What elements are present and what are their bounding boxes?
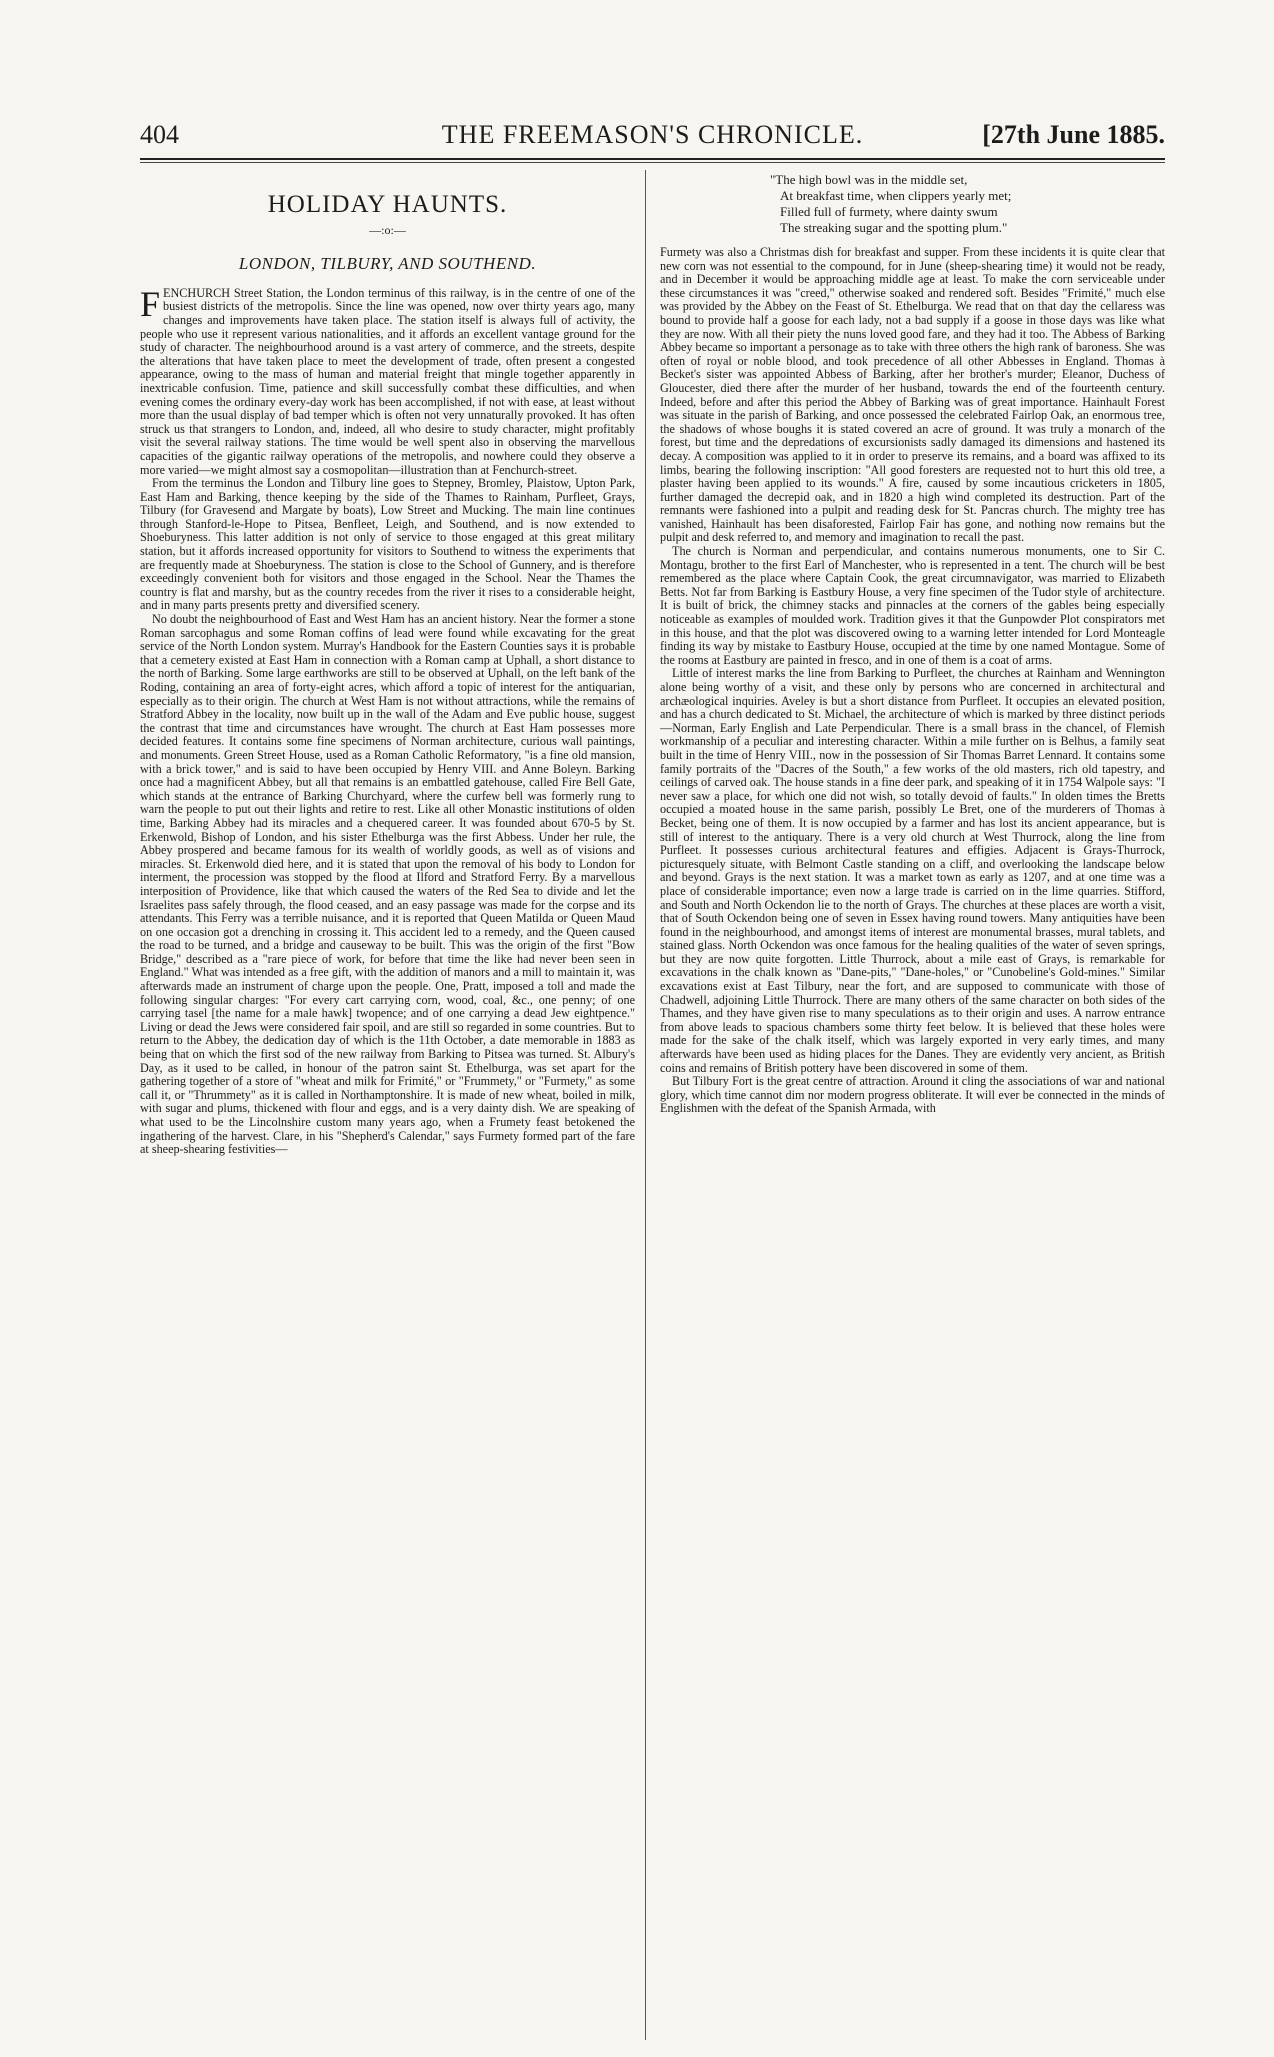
verse-line: Filled full of furmety, where dainty swum xyxy=(780,204,998,219)
verse-line: At breakfast time, when clippers yearly met; xyxy=(780,188,1012,203)
paragraph: No doubt the neighbourhood of East and West Ham has an ancient history. Near the former a stone Roman sarcophagus and some Roman coffins of lead were found while excavating for the great service of the North London system. Murray's Handbook for the Eastern Counties says it is probable that a cemetery existed at East Ham in connection with a Roman camp at Uphall, a short distance to the north of Barking. Some large earthworks are still to be observed at Uphall, on the left bank of the Roding, containing an area of forty-eight acres, which afford a topic of interest for the antiquarian, especially as to their origin. The church at West Ham is not without attractions, while the remains of Stratford Abbey in the locality, now built up in the wall of the Adam and Eve public house, suggest the contrast that time and circumstances have wrought. The church at East Ham possesses more decided features. It contains some fine specimens of Norman architecture, curious wall paintings, and monuments. Green Street House, used as a Roman Catholic Reformatory, "is a fine old mansion, with a brick tower," and is said to have been occupied by Henry VIII. and Anne Boleyn. Barking once had a magnificent Abbey, but all that remains is an embattled gatehouse, called Fire Bell Gate, which stands at the entrance of Barking Churchyard, where the curfew bell was formerly rung to warn the people to put out their lights and retire to rest. Like all other Monastic institutions of olden time, Barking Abbey had its miracles and a chequered career. It was founded about 670-5 by St. Erkenwold, Bishop of London, and his sister Ethelburga was the first Abbess. Under her rule, the Abbey prospered and became famous for its wealth of worldly goods, as well as of visions and miracles. St. Erkenwold died here, and it is stated that upon the removal of his body to London for interment, the procession was stopped by the flood at Ilford and Stratford Ferry. By a marvellous interposition of Providence, like that which caused the waters of the Red Sea to divide and let the Israelites pass safely through, the flood ceased, and an easy passage was made for the corpse and its attendants. This Ferry was a terrible nuisance, and it is reported that Queen Matilda or Queen Maud on one occasion got a drenching in crossing it. This accident led to a remedy, and the Queen caused the road to be turned, and a bridge and causeway to be built. This was the origin of the first "Bow Bridge," described as a "rare piece of work, for before that time the like had never been seen in England." What was intended as a free gift, with the addition of manors and a mill to maintain it, was afterwards made an instrument of charge upon the people. One, Pratt, imposed a toll and made the following singular charges: "For every cart carrying corn, wood, coal, &c., one penny; of one carrying tasel [the name for a male hawk] twopence; and of one carrying a dead Jew eightpence." Living or dead the Jews were considered fair spoil, and are still so regarded in some countries. But to return to the Abbey, the dedication day of which is the 11th October, a date memorable in 1883 as being that on which the first sod of the new railway from Barking to Pitsea was turned. St. Albury's Day, as it used to be called, in honour of the patron saint St. Ethelburga, was set apart for the gathering together of a store of "wheat and milk for Frimité," or "Frummety," or "Furmety," as some call it, or "Thrummety" as it is called in Northamptonshire. It is made of new wheat, boiled in milk, with sugar and plums, thickened with flour and eggs, and is a very dainty dish. We are speaking of what used to be the Lincolnshire custom many years ago, when a Frumety feast betokened the ingathering of the harvest. Clare, in his "Shepherd's Calendar," says Furmety formed part of the fare at sheep-shearing festivities— xyxy=(140,612,635,1157)
verse-quote xyxy=(660,172,1165,236)
article-subheading: LONDON, TILBURY, AND SOUTHEND. xyxy=(238,254,537,274)
paragraph: But Tilbury Fort is the great centre of attraction. Around it cling the associations of war and national glory, which time cannot dim nor modern progress obliterate. It will ever be connected in the minds of Englishmen with the defeat of the Spanish Armada, with xyxy=(660,1074,1165,1116)
verse-line: "The high bowl was in the middle set, xyxy=(770,172,968,187)
left-column xyxy=(140,180,635,1157)
paragraph: The church is Norman and perpendicular, and contains numerous monuments, one to Sir C. Montagu, brother to the first Earl of Manchester, who is represented in a tent. The church will be best remembered as the place where Captain Cook, the great circumnavigator, was married to Elizabeth Betts. Not far from Barking is Eastbury House, a very fine specimen of the Tudor style of architecture. It is built of brick, the chimney stacks and pinnacles at the corners of the gables being especially noticeable as examples of moulded work. Tradition gives it that the Gunpowder Plot conspirators met in this house, and that the plot was discovered owing to a warning letter intended for Lord Monteagle finding its way by mistake to Eastbury House, occupied at the time by one named Montague. Some of the rooms at Eastbury are painted in fresco, and in one of them is a coat of arms. xyxy=(660,544,1165,667)
publication-title: THE FREEMASON'S CHRONICLE. xyxy=(441,120,864,149)
issue-date: [27th June 1885. xyxy=(982,120,1165,149)
masthead-rule xyxy=(140,158,1165,160)
paragraph: From the terminus the London and Tilbury line goes to Stepney, Bromley, Plaistow, Upton Park, East Ham and Barking, thence keeping by the side of the Thames to Rainham, Purfleet, Grays, Tilbury (for Gravesend and Margate by boats), Low Street and Mucking. The main line continues through Stanford-le-Hope to Pitsea, Benfleet, Leigh, and Southend, and is now extended to Shoeburyness. This latter addition is not only of service to those engaged at this great military station, but it affords increased opportunity for visitors to Southend to witness the experiments that are frequently made at Shoeburyness. The station is close to the School of Gunnery, and is therefore exceedingly convenient both for visitors and those engaged in the School. Near the Thames the country is flat and marshy, but as the country recedes from the river it rises to a considerable height, and in many parts presents pretty and diversified scenery. xyxy=(140,476,635,613)
heading-separator: —:o:— xyxy=(369,222,406,237)
article-heading: HOLIDAY HAUNTS. xyxy=(267,191,508,218)
column-divider xyxy=(645,170,646,2040)
paragraph: Little of interest marks the line from Barking to Purfleet, the churches at Rainham and Wennington alone being worthy of a visit, and these only by persons who are concerned in architectural and archæological inquiries. Aveley is but a short distance from Purfleet. It occupies an elevated position, and has a church dedicated to St. Michael, the architecture of which is marked by three distinct periods—Norman, Early English and Late Perpendicular. There is a small brass in the chancel, of Flemish workmanship of a peculiar and interesting character. Within a mile further on is Belhus, a family seat built in the time of Henry VIII., now in the possession of Sir Thomas Barret Lennard. It contains some family portraits of the "Dacres of the South," a few works of the old masters, rich old tapestry, and ceilings of carved oak. The house stands in a fine deer park, and speaking of it in 1754 Walpole says: "I never saw a place, for which one did not wish, so totally devoid of faults." In olden times the Bretts occupied a moated house in the same parish, possibly Le Bret, one of the murderers of Thomas à Becket, being one of them. It is now occupied by a farmer and has lost its ancient appearance, but is still of interest to the antiquary. There is a very old church at West Thurrock, along the line from Purfleet. It possesses curious architectural features and effigies. Adjacent is Grays-Thurrock, picturesquely situate, with Belmont Castle standing on a cliff, and overlooking the landscape below and beyond. Grays is the next station. It was a market town as early as 1207, and at one time was a place of considerable importance; even now a large trade is carried on in the lime quarries. Stifford, and South and North Ockendon lie to the north of Grays. The churches at these places are worth a visit, that of South Ockendon being one of seven in Essex having round towers. Many antiquities have been found in the neighbourhood, and amongst items of interest are monumental brasses, mural tablets, and stained glass. North Ockendon was once famous for the healing qualities of the water of seven springs, but they are now quite forgotten. Little Thurrock, about a mile east of Grays, is remarkable for excavations in the chalk known as "Dane-pits," "Dane-holes," or "Cunobeline's Gold-mines." Similar excavations exist at East Tilbury, near the fort, and are supposed to communicate with those of Chadwell, adjoining Little Thurrock. There are many others of the same character on both sides of the Thames, and they have given rise to many speculations as to their origin and uses. A narrow entrance from above leads to spacious chambers some thirty feet below. It is believed that these holes were made for the sake of the chalk itself, which was largely exported in very early times, and many afterwards have been used as hiding places for the Danes. They are evidently very ancient, as British coins and remains of British pottery have been discovered in some of them. xyxy=(660,666,1165,1075)
page-number: 404 xyxy=(140,120,179,149)
verse-line: The streaking sugar and the spotting plum." xyxy=(780,220,1008,235)
drop-cap: F xyxy=(140,283,161,324)
right-column xyxy=(660,172,1165,1116)
masthead-rule-thin xyxy=(140,162,1165,163)
paragraph: FENCHURCH Street Station, the London terminus of this railway, is in the centre of one of the busiest districts of the metropolis. Since the line was opened, now over thirty years ago, many changes and improvements have taken place. The station itself is always full of activity, the people who use it represent various nationalities, and it affords an excellent vantage ground for the study of character. The neighbourhood around is a vast artery of commerce, and the streets, despite the alterations that have taken place to meet the development of trade, often present a congested appearance, owing to the mass of human and material freight that mingle together apparently in inextricable confusion. Time, patience and skill successfully combat these difficulties, and when evening comes the ordinary every-day work has been accomplished, if not with ease, at least without more than the usual display of bad temper which is often not very unnaturally provoked. It has often struck us that strangers to London, and, indeed, all who desire to study character, might profitably visit the several railway stations. The time would be well spent also in observing the marvellous capacities of the gigantic railway operations of the metropolis, and nowhere could they observe a more varied—we might almost say a cosmopolitan—illustration than at Fenchurch-street. xyxy=(140,283,635,477)
masthead xyxy=(140,120,1165,160)
paragraph: Furmety was also a Christmas dish for breakfast and supper. From these incidents it is quite clear that new corn was not essential to the compound, for in June (sheep-shearing time) it would not be ready, and in December it would be approaching middle age at least. To make the corn serviceable under these circumstances it was "creed," otherwise soaked and rendered soft. Besides "Frimité," much else was provided by the Abbey on the Feast of St. Ethelburga. We read that on that day the cellaress was bound to provide half a goose for each lady, not a bad supply if a goose in those days was like what they are now. With all their piety the nuns loved good fare, and they had it too. The Abbess of Barking Abbey became so important a personage as to take with three others the high rank of baroness. She was often of royal or noble blood, and took precedence of all other Abbesses in England. Thomas à Becket's sister was appointed Abbess of Barking, after her brother's murder; Eleanor, Duchess of Gloucester, died there after the murder of her husband, towards the end of the fourteenth century. Indeed, before and after this period the Abbey of Barking was of great importance. Hainhault Forest was situate in the parish of Barking, and once possessed the celebrated Fairlop Oak, an enormous tree, the shadows of whose boughs it is stated covered an acre of ground. It was truly a monarch of the forest, but time and the depredations of excursionists sadly damaged its dimensions and hastened its decay. A composition was applied to it in order to preserve its remains, and a board was affixed to its limbs, bearing the following inscription: "All good foresters are requested not to hurt this old tree, a plaster having been applied to its wounds." A fire, caused by some incautious cricketers in 1805, further damaged the decrepid oak, and in 1820 a high wind completed its destruction. Part of the remnants were fashioned into a pulpit and reading desk for St. Pancras church. The mighty tree has vanished, Hainhault has been disaforested, Fairlop Fair has gone, and nothing now remains but the pulpit and desk referred to, and memory and imagination to recall the past. xyxy=(660,245,1165,545)
